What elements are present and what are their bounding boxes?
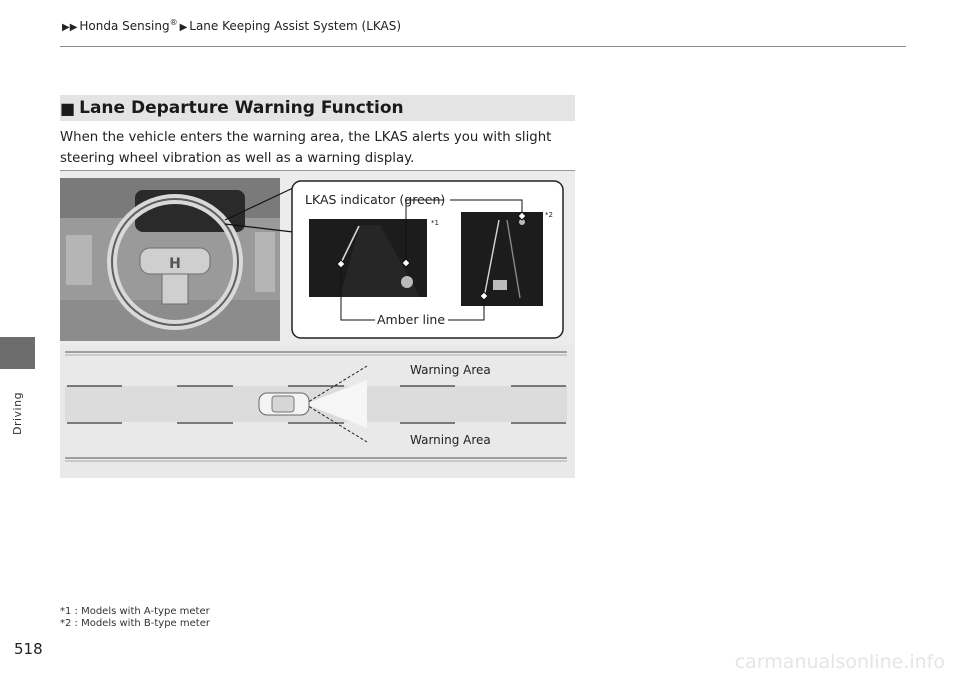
meter-display-b xyxy=(461,212,543,306)
triangle-right-icon: ▶ xyxy=(179,22,188,33)
section-title: Lane Departure Warning Function xyxy=(79,98,404,118)
watermark: carmanualsonline.info xyxy=(734,651,945,673)
car-icon xyxy=(493,280,507,290)
page-number: 518 xyxy=(14,640,43,658)
footnote-1: *1 : Models with A-type meter xyxy=(60,606,210,617)
chapter-label: Driving xyxy=(11,391,24,435)
amber-line-label: Amber line xyxy=(377,312,446,327)
vehicle-icon xyxy=(259,393,309,415)
meter-b-footnote-mark: *2 xyxy=(545,211,553,219)
breadcrumb-item-honda-sensing: Honda Sensing xyxy=(79,19,170,33)
footnotes xyxy=(60,606,210,630)
registered-mark: ® xyxy=(169,18,178,27)
warning-area-bottom-label: Warning Area xyxy=(410,433,491,447)
meter-a-footnote-mark: *1 xyxy=(431,219,439,227)
footnote-2: *2 : Models with B-type meter xyxy=(60,618,210,629)
road-diagram xyxy=(60,345,575,478)
lkas-indicator-label: LKAS indicator (green) xyxy=(305,192,446,207)
breadcrumb-item-lkas: Lane Keeping Assist System (LKAS) xyxy=(189,19,402,33)
car-icon xyxy=(401,276,413,288)
warning-area-top-label: Warning Area xyxy=(410,363,491,377)
honda-logo-icon: H xyxy=(169,256,181,272)
square-bullet-icon: ■ xyxy=(60,98,76,118)
dashboard-image xyxy=(60,178,280,341)
meter-display-a xyxy=(309,219,427,297)
triangle-right-icon: ▶▶ xyxy=(62,22,78,33)
body-paragraph: When the vehicle enters the warning area, the LKAS alerts you with slight steering wheel vibration as well as a warning display. xyxy=(60,130,552,166)
